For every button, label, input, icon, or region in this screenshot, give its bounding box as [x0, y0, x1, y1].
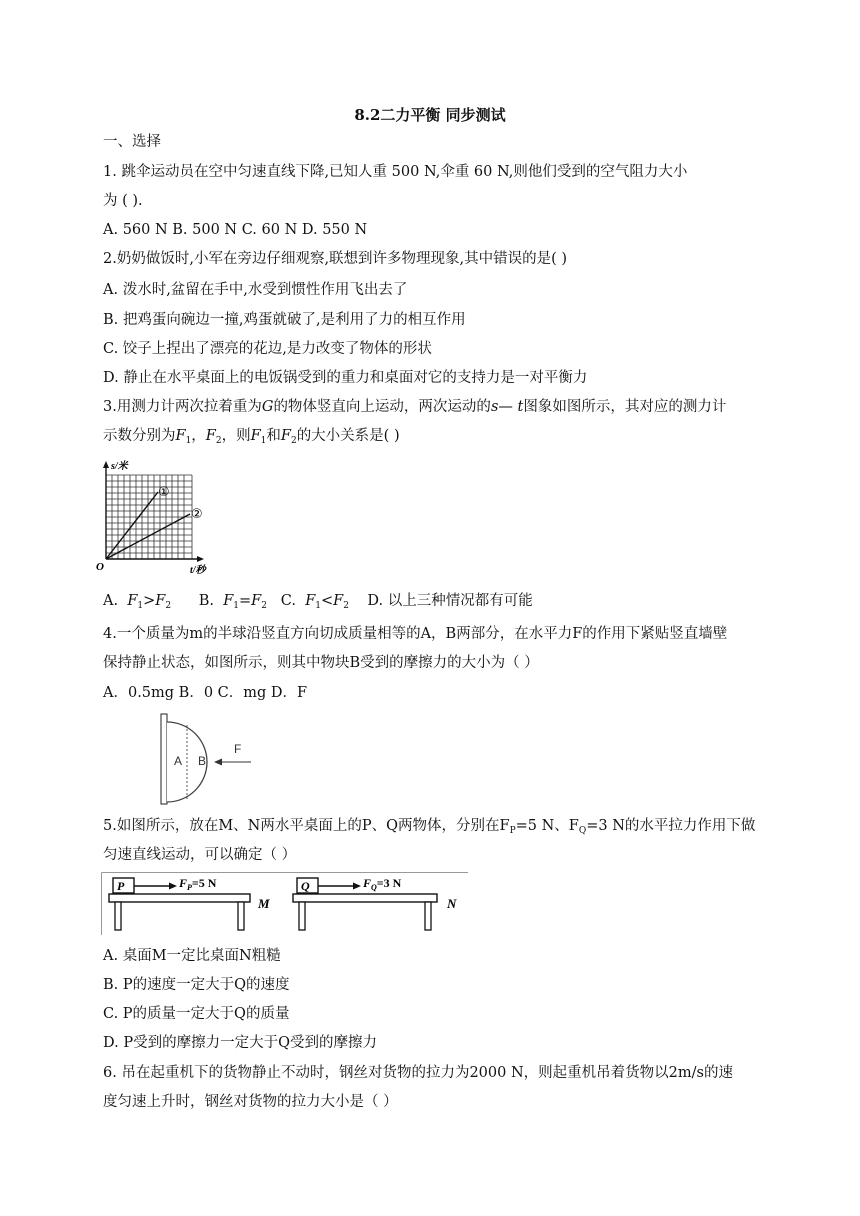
origin-label: O — [96, 561, 104, 573]
wall — [161, 714, 167, 804]
q1-text-line1: 1. 跳伞运动员在空中匀速直线下降,已知人重 500 N,伞重 60 N,则他们受到的空气阻力大小 — [103, 164, 688, 180]
q4-options: A．0.5mg B．0 C．mg D．F — [103, 685, 308, 701]
line-2-label: ② — [191, 507, 203, 522]
q6-text-line2: 度匀速上升时，钢丝对货物的拉力大小是（ ） — [103, 1094, 398, 1110]
q4-hemisphere-figure — [150, 712, 280, 808]
q2-text: 2.奶奶做饭时,小军在旁边仔细观察,联想到许多物理现象,其中错误的是( ) — [103, 251, 568, 267]
x-axis-label: t/秒 — [190, 565, 206, 576]
label-b: B — [198, 754, 207, 768]
label-n: N — [447, 896, 457, 911]
q5-text-line1: 5.如图所示，放在M、N两水平桌面上的P、Q两物体，分别在$F_P=5$ N、$F_Q=3$ N的水平拉力作用下做 — [103, 818, 756, 836]
q3-options: A. $F_1>F_2$ B. $F_1=F_2$ C. $F_1<F_2$ D. 以上三种情况都有可能 — [103, 593, 533, 611]
table-m — [109, 894, 250, 902]
q1-text-line2: 为 ( ). — [103, 193, 143, 209]
q2-option-d: D. 静止在水平桌面上的电饭锅受到的重力和桌面对它的支持力是一对平衡力 — [103, 370, 588, 386]
q1-options: A. 560 N B. 500 N C. 60 N D. 550 N — [103, 222, 368, 238]
q2-option-b: B. 把鸡蛋向碗边一撞,鸡蛋就破了,是利用了力的相互作用 — [103, 312, 466, 328]
q5-option-c: C. P的质量一定大于Q的质量 — [103, 1006, 290, 1022]
svg-text:P: P — [117, 879, 125, 893]
section-heading: 一、选择 — [103, 134, 161, 150]
q3-text-line1: 3.用测力计两次拉着重为G的物体竖直向上运动，两次运动的s— t图象如图所示，其对应的测力计 — [103, 399, 727, 415]
q2-option-a: A. 泼水时,盆留在手中,水受到惯性作用飞出去了 — [103, 282, 408, 298]
q5-tables-figure — [101, 872, 469, 936]
label-m: M — [258, 896, 270, 911]
table-n — [293, 894, 437, 902]
q5-text-line2: 匀速直线运动，可以确定（ ） — [103, 847, 297, 863]
force-label-p: $F_P=5$ N — [179, 876, 217, 892]
label-f: F — [234, 742, 242, 756]
q4-text-line2: 保持静止状态，如图所示，则其中物块B受到的摩擦力的大小为（ ） — [103, 655, 539, 671]
q2-option-c: C. 饺子上捏出了漂亮的花边,是力改变了物体的形状 — [103, 341, 432, 357]
q3-text-line2: 示数分别为$F_1$，$F_2$，则$F_1$和$F_2$的大小关系是( ) — [103, 428, 400, 446]
label-a: A — [174, 754, 183, 768]
page-title: 8.2二力平衡 同步测试 — [354, 106, 506, 124]
q5-option-d: D. P受到的摩擦力一定大于Q受到的摩擦力 — [103, 1035, 377, 1051]
svg-text:Q: Q — [301, 879, 310, 893]
q6-text-line1: 6. 吊在起重机下的货物静止不动时，钢丝对货物的拉力为2000 N，则起重机吊着货物以2m/s的速 — [103, 1065, 733, 1081]
y-axis-label: s/米 — [111, 461, 128, 472]
q5-option-b: B. P的速度一定大于Q的速度 — [103, 977, 290, 993]
q5-option-a: A. 桌面M一定比桌面N粗糙 — [103, 948, 281, 964]
line-1 — [106, 492, 158, 559]
q4-text-line1: 4.一个质量为m的半球沿竖直方向切成质量相等的A，B两部分，在水平力F的作用下紧贴竖直墙壁 — [103, 626, 728, 642]
line-1-label: ① — [158, 485, 170, 500]
q3-st-graph — [96, 458, 216, 582]
force-label-q: $F_Q=3$ N — [363, 876, 402, 892]
